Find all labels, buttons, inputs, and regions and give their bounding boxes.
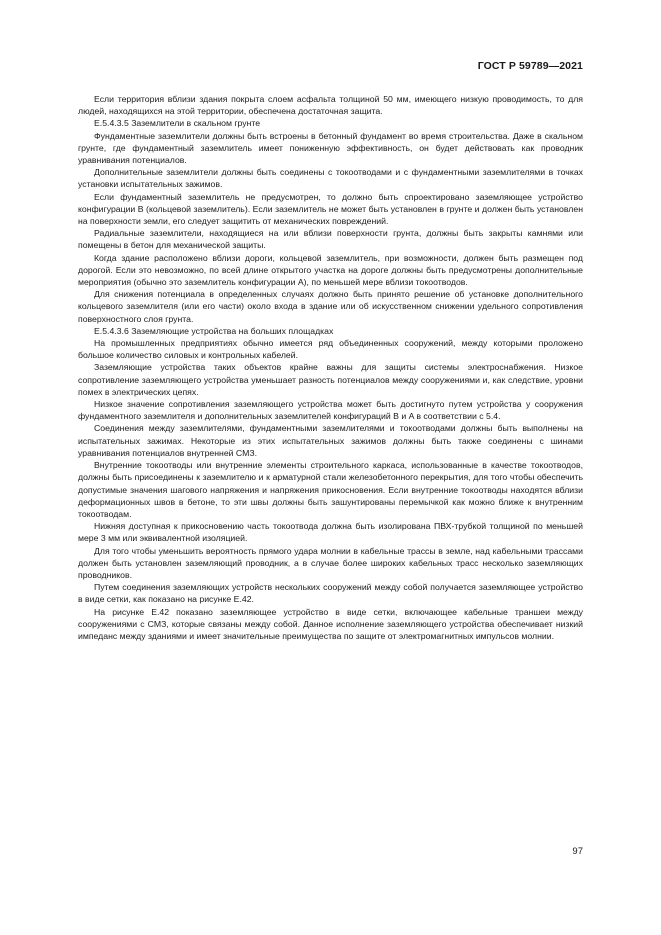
page-number: 97 bbox=[572, 846, 583, 857]
paragraph: Если территория вблизи здания покрыта слоем асфальта толщиной 50 мм, имеющего низкую проводимость, то для людей, находящихся на этой территории, обеспечена достаточная защита. bbox=[78, 94, 583, 117]
paragraph: Для того чтобы уменьшить вероятность прямого удара молнии в кабельные трассы в земле, над кабельными трассами должен быть установлен заземляющий проводник, а в случае более широких кабельных трасс несколько заземляющих проводников. bbox=[78, 545, 583, 580]
paragraph: Низкое значение сопротивления заземляющего устройства может быть достигнуто путем устройства у сооружения фундаментного заземлителя и дополнительных заземлителей конфигураций B и A в соответствии с 5.4. bbox=[78, 399, 583, 422]
paragraph: Для снижения потенциала в определенных случаях должно быть принято решение об установке дополнительного кольцевого заземлителя (или его части) около входа в здание или об искусственном снижении удельного сопротивления поверхностного слоя грунта. bbox=[78, 289, 583, 324]
paragraph: Если фундаментный заземлитель не предусмотрен, то должно быть спроектировано заземляющее устройство конфигурации B (кольцевой заземлитель). Если заземлитель не может быть установлен в грунте и должен быть установлен на поверхности земли, его следует защитить от механических повреждений. bbox=[78, 191, 583, 227]
document-body bbox=[78, 93, 583, 642]
paragraph: Нижняя доступная к прикосновению часть токоотвода должна быть изолирована ПВХ-трубкой толщиной по меньшей мере 3 мм или эквивалентной изоляцией. bbox=[78, 521, 583, 544]
paragraph: Соединения между заземлителями, фундаментными заземлителями и токоотводами должны быть выполнены на испытательных зажимах. Некоторые из этих испытательных зажимов должны быть также соединены с шинами уравнивания потенциалов внутренней СМЗ. bbox=[78, 423, 583, 458]
paragraph: Заземляющие устройства таких объектов крайне важны для защиты системы электроснабжения. Низкое сопротивление заземляющего устройства уменьшает разность потенциалов между сооружениями и, как следствие, уровни помех в электрических цепях. bbox=[78, 362, 583, 397]
paragraph: На промышленных предприятиях обычно имеется ряд объединенных сооружений, между которыми проложено большое количество силовых и контрольных кабелей. bbox=[78, 338, 583, 361]
paragraph: Радиальные заземлители, находящиеся на или вблизи поверхности грунта, должны быть закрыты камнями или помещены в бетон для механической защиты. bbox=[78, 228, 583, 251]
paragraph: Фундаментные заземлители должны быть встроены в бетонный фундамент во время строительства. Даже в скальном грунте, где фундаментный заземлитель имеет пониженную эффективность, он будет действовать как проводник уравнивания потенциалов. bbox=[78, 130, 583, 166]
paragraph: На рисунке Е.42 показано заземляющее устройство в виде сетки, включающее кабельные траншеи между сооружениями с СМЗ, которые связаны между собой. Данное исполнение заземляющего устройства обеспечивает низкий импеданс между зданиями и имеет значительные преимущества по защите от электромагнитных импульсов молнии. bbox=[78, 606, 583, 641]
document-code: ГОСТ Р 59789—2021 bbox=[477, 60, 583, 72]
paragraph: Дополнительные заземлители должны быть соединены с токоотводами и с фундаментными заземлителями в точках установки испытательных зажимов. bbox=[78, 167, 583, 190]
section-heading: Е.5.4.3.6 Заземляющие устройства на больших площадках bbox=[94, 325, 334, 336]
paragraph: Внутренние токоотводы или внутренние элементы строительного каркаса, использованные в качестве токоотводов, должны быть присоединены к заземлителю и к арматурной стали железобетонного перекрытия, для того чтобы обеспечить допустимые значения шагового напряжения и напряжения прикосновения. Если внутренние токоотводы находятся вблизи деформационных швов в бетоне, то эти швы должны быть зашунтированы перемычкой как можно ближе к внутренним токоотводам. bbox=[78, 460, 583, 519]
paragraph: Путем соединения заземляющих устройств нескольких сооружений между собой получается заземляющее устройство в виде сетки, как показано на рисунке Е.42. bbox=[78, 582, 583, 605]
paragraph: Когда здание расположено вблизи дороги, кольцевой заземлитель, при возможности, должен быть размещен под дорогой. Если это невозможно, по всей длине открытого участка на дороге должны быть предусмотрены дополнительные мероприятия (обычно это заземлитель конфигурации A), по меньшей мере вблизи токоотводов. bbox=[78, 252, 583, 288]
section-heading: Е.5.4.3.5 Заземлители в скальном грунте bbox=[94, 118, 261, 129]
